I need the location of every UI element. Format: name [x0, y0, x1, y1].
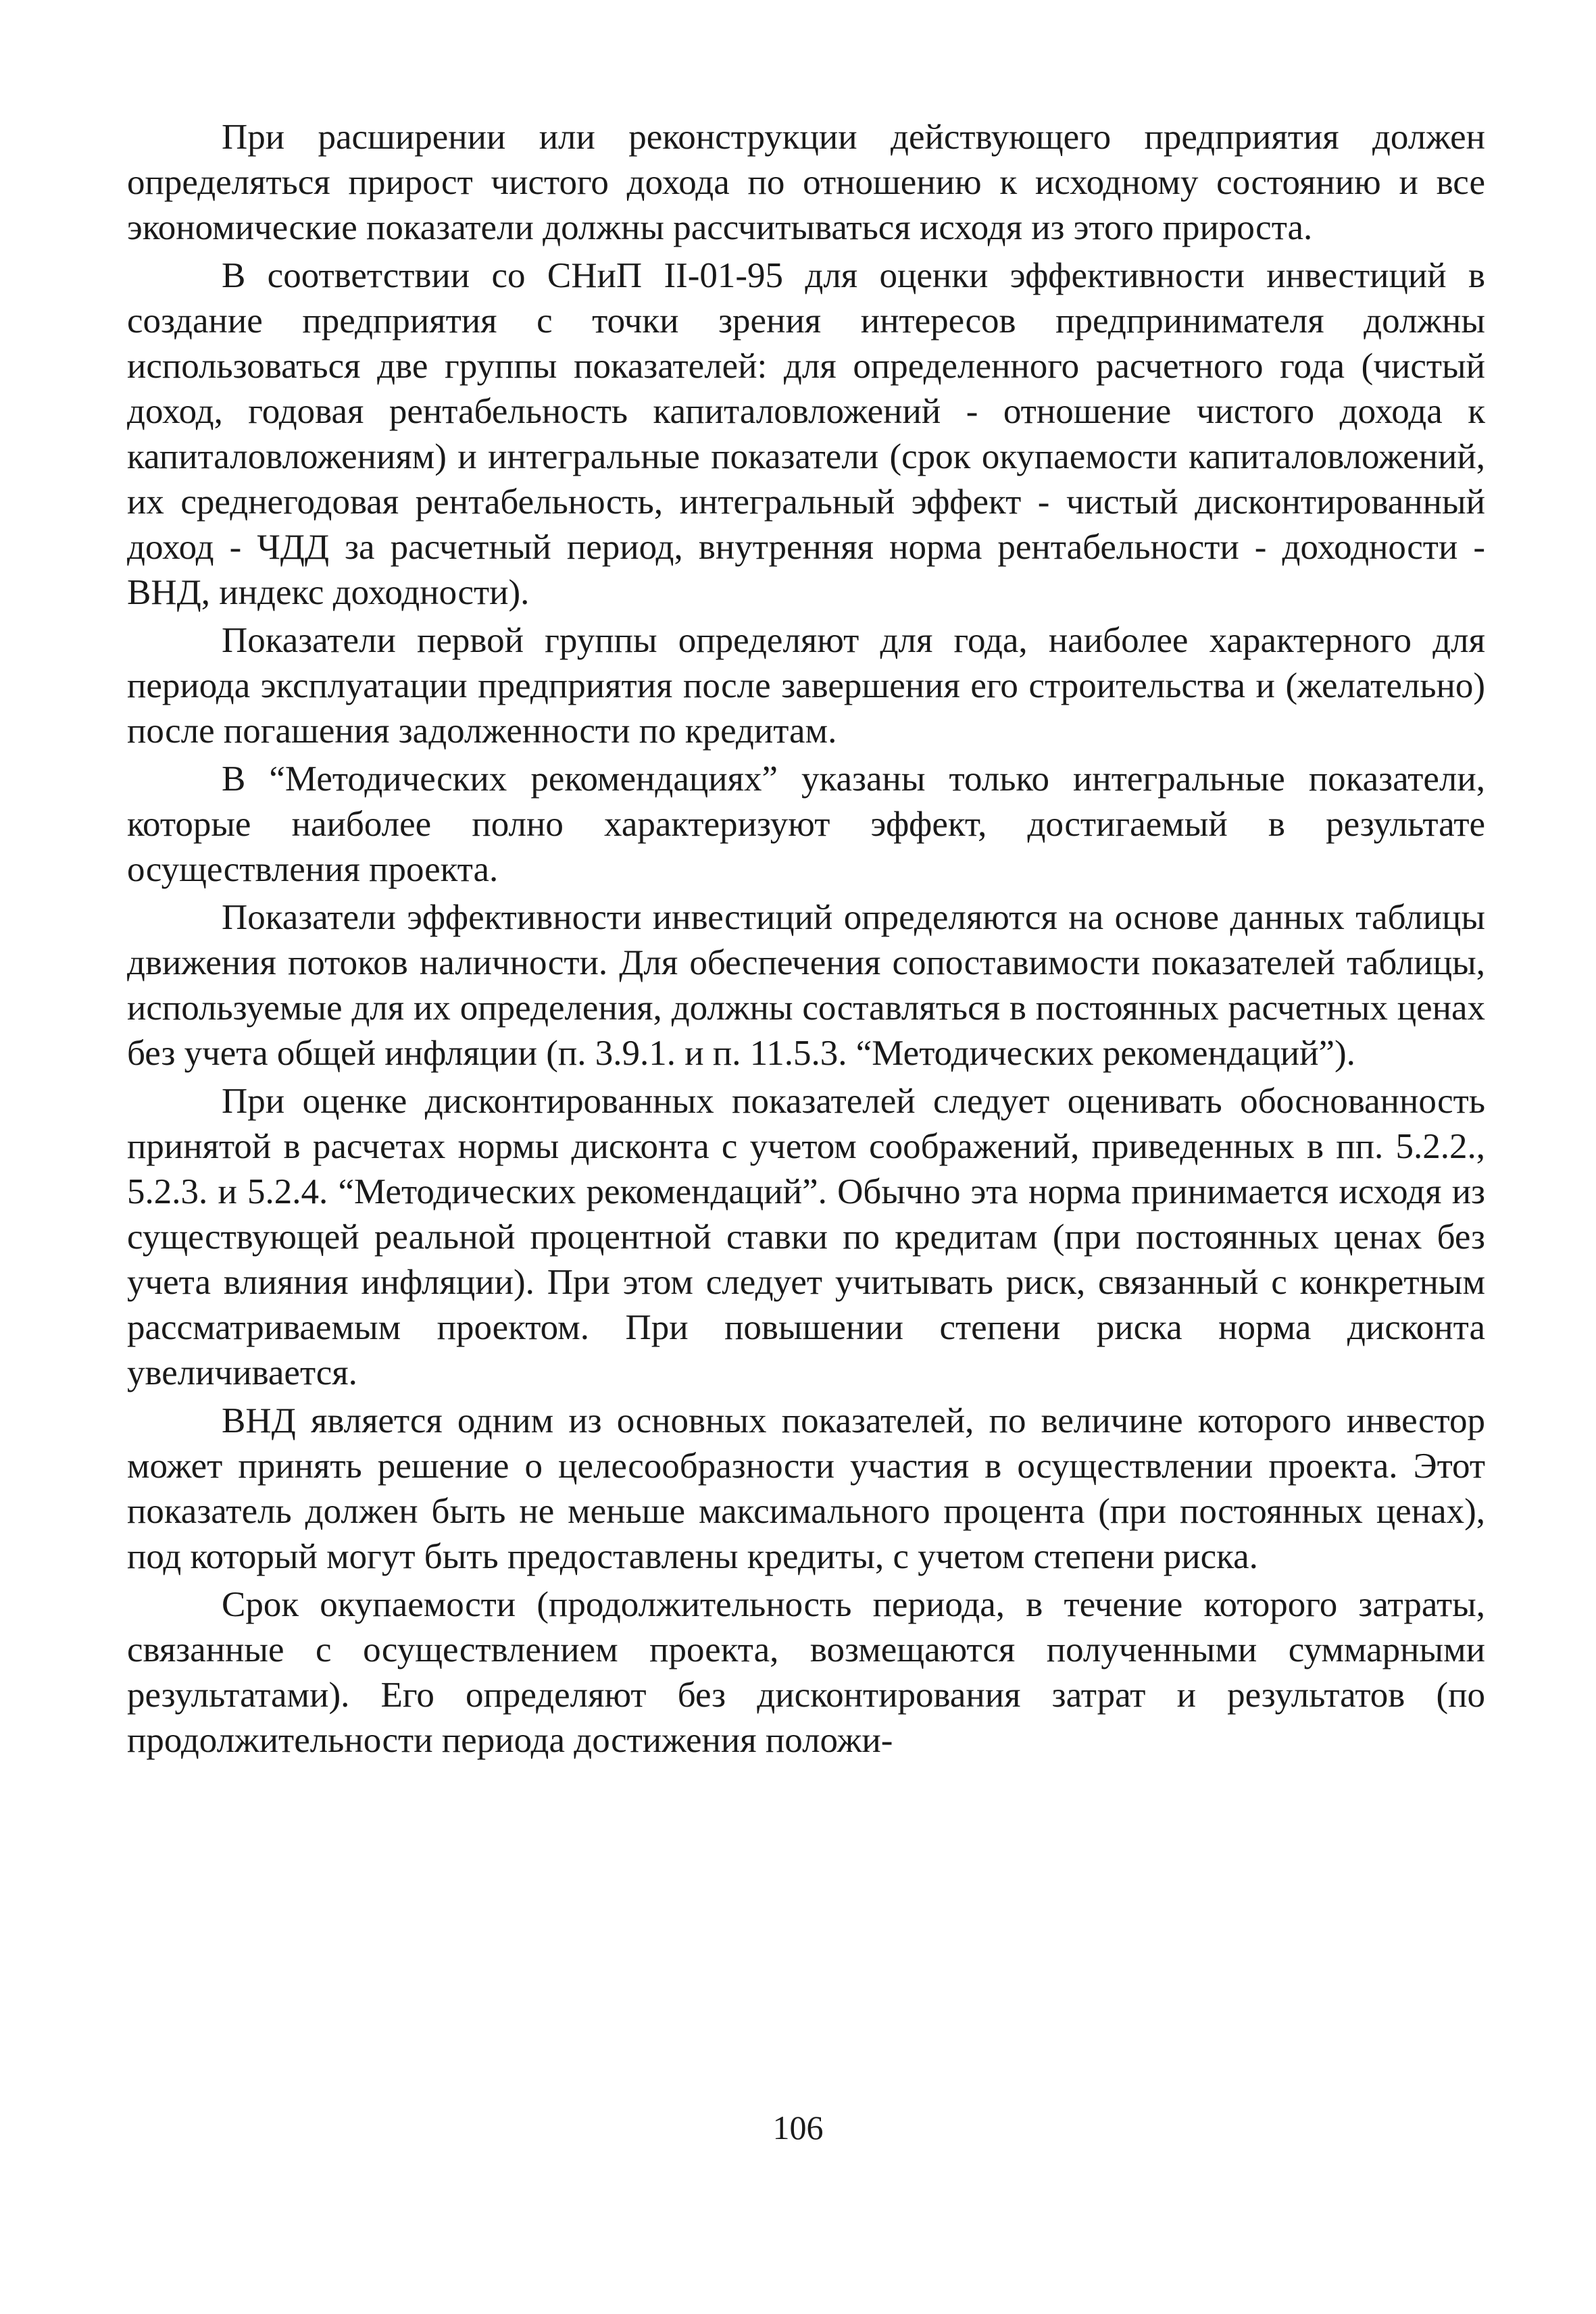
- paragraph-first-group: Показатели первой группы определяют для года, наиболее характерного для периода эксплуатации предприятия после завершения его строительства и (желательно) после погашения задолженности по кредитам.: [127, 621, 1485, 751]
- paragraph-irr: ВНД является одним из основных показателей, по величине которого инвестор может принять решение о целесообразности участия в осуществлении проекта. Этот показатель должен быть не меньше максимального процента (при постоянных ценах), под который могут быть предоставлены кредиты, с учетом степени риска.: [127, 1401, 1485, 1576]
- paragraph-payback-period: Срок окупаемости (продолжительность периода, в течение которого затраты, связанные с осуществлением проекта, возмещаются полученными суммарными результатами). Его определяют без дисконтирования затрат и результатов (по продолжительности периода достижения положи-: [127, 1585, 1485, 1760]
- page-number: 106: [772, 2109, 824, 2146]
- paragraph-recommendations: В “Методических рекомендациях” указаны только интегральные показатели, которые наиболее полно характеризуют эффект, достигаемый в результате осуществления проекта.: [127, 759, 1485, 889]
- paragraph-snip-indicators: В соответствии со СНиП II-01-95 для оценки эффективности инвестиций в создание предприятия с точки зрения интересов предпринимателя должны использоваться две группы показателей: для определенного расчетного года (чистый доход, годовая рентабельность капиталовложений - отношение чистого дохода к капиталовложениям) и интегральные показатели (срок окупаемости капиталовложений, их среднегодовая рентабельность, интегральный эффект - чистый дисконтированный доход - ЧДД за расчетный период, внутренняя норма рентабельности - доходности - ВНД, индекс доходности).: [127, 256, 1485, 612]
- document-page: [127, 115, 1485, 2277]
- paragraph-discount-rate: При оценке дисконтированных показателей следует оценивать обоснованность принятой в расчетах нормы дисконта с учетом соображений, приведенных в пп. 5.2.2., 5.2.3. и 5.2.4. “Методических рекомендаций”. Обычно эта норма принимается исходя из существующей реальной процентной ставки по кредитам (при постоянных ценах без учета влияния инфляции). При этом следует учитывать риск, связанный с конкретным рассматриваемым проектом. При повышении степени риска норма дисконта увеличивается.: [127, 1082, 1485, 1392]
- paragraph-expansion: При расширении или реконструкции действующего предприятия должен определяться прирост чистого дохода по отношению к исходному состоянию и все экономические показатели должны рассчитываться исходя из этого прироста.: [127, 118, 1485, 247]
- paragraph-cash-flow: Показатели эффективности инвестиций определяются на основе данных таблицы движения потоков наличности. Для обеспечения сопоставимости показателей таблицы, используемые для их определения, должны составляться в постоянных расчетных ценах без учета общей инфляции (п. 3.9.1. и п. 11.5.3. “Методических рекомендаций”).: [127, 898, 1485, 1073]
